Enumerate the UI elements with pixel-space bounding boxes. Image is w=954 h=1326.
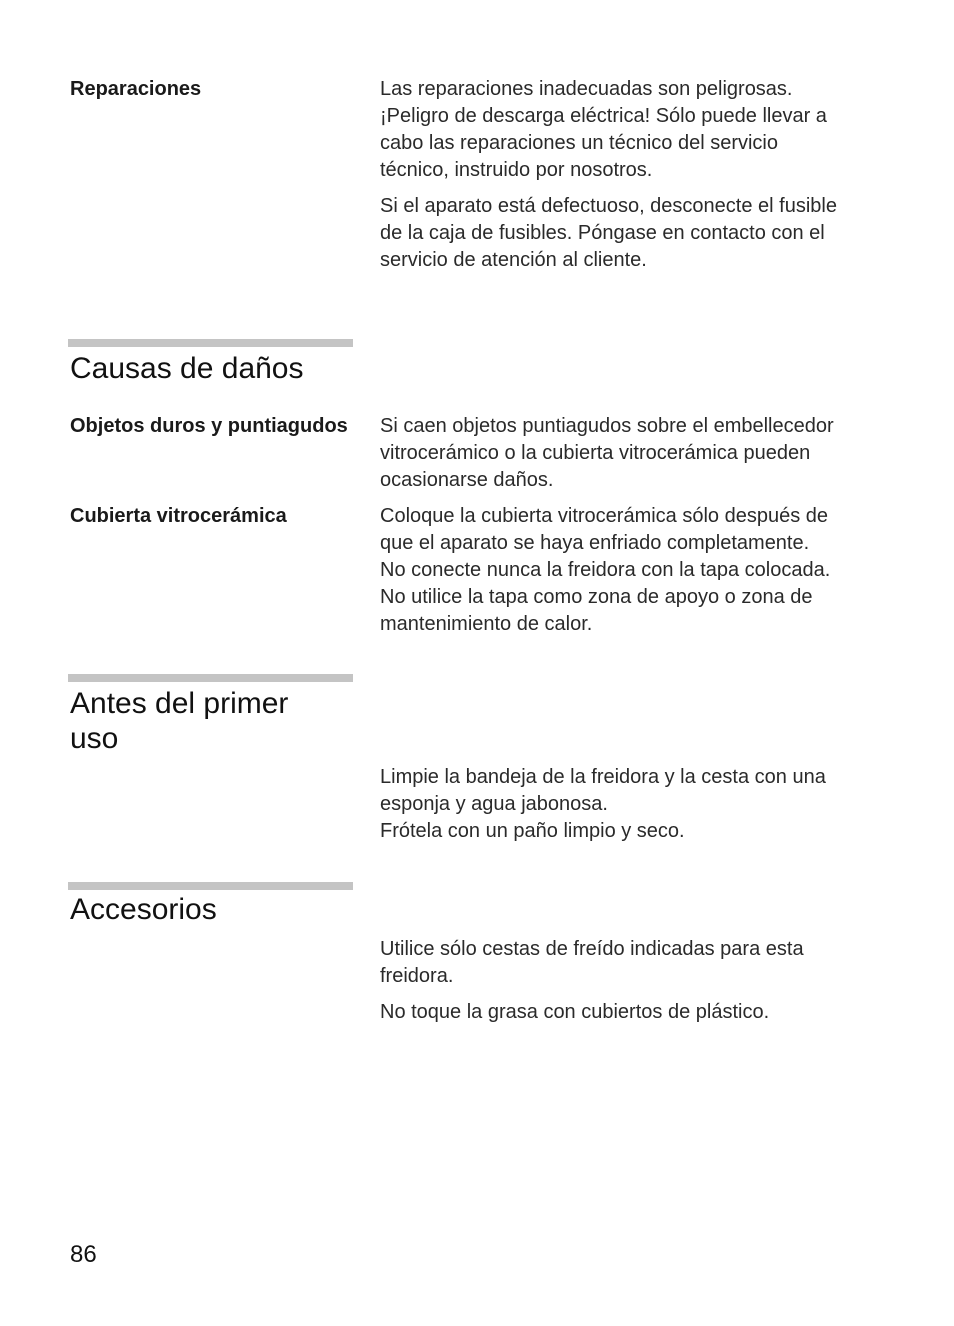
heading-antes-line-2: uso <box>70 722 119 755</box>
heading-causas-de-danos: Causas de daños <box>70 352 304 385</box>
reparaciones-label: Reparaciones <box>70 78 202 100</box>
section-divider-accesorios <box>68 882 353 890</box>
section-divider-antes <box>68 674 353 682</box>
section-divider-causas <box>68 339 353 347</box>
cubierta-text <box>380 503 880 638</box>
cubierta-paragraph: Coloque la cubierta vitrocerámica sólo después de que el aparato se haya enfriado completamente. No conecte nunca la freidora con la tapa colocada. No utilice la tapa como zona de apoyo o zona de mantenimiento de calor. <box>380 505 831 635</box>
objetos-duros-label: Objetos duros y puntiagudos <box>70 415 348 437</box>
accesorios-paragraph-1: Utilice sólo cestas de freído indicadas para esta freidora. <box>380 938 804 987</box>
accesorios-text <box>380 936 880 1026</box>
antes-text <box>380 764 880 845</box>
reparaciones-paragraph-2: Si el aparato está defectuoso, desconecte el fusible de la caja de fusibles. Póngase en contacto con el servicio de atención al cliente. <box>380 195 837 271</box>
reparaciones-text <box>380 76 880 274</box>
heading-antes-line-1: Antes del primer <box>70 687 289 720</box>
cubierta-label: Cubierta vitrocerámica <box>70 505 287 527</box>
reparaciones-paragraph-1: Las reparaciones inadecuadas son peligrosas. ¡Peligro de descarga eléctrica! Sólo puede llevar a cabo las reparaciones un técnico del servicio técnico, instruido por nosotros. <box>380 78 827 181</box>
objetos-duros-text <box>380 413 880 494</box>
heading-accesorios: Accesorios <box>70 893 217 926</box>
page-number: 86 <box>70 1241 97 1268</box>
heading-antes-del-primer-uso <box>70 686 370 756</box>
objetos-duros-paragraph: Si caen objetos puntiagudos sobre el embellecedor vitrocerámico o la cubierta vitrocerámica pueden ocasionarse daños. <box>380 415 834 491</box>
accesorios-paragraph-2: No toque la grasa con cubiertos de plástico. <box>380 1001 770 1023</box>
antes-paragraph: Limpie la bandeja de la freidora y la cesta con una esponja y agua jabonosa. Frótela con un paño limpio y seco. <box>380 766 826 842</box>
